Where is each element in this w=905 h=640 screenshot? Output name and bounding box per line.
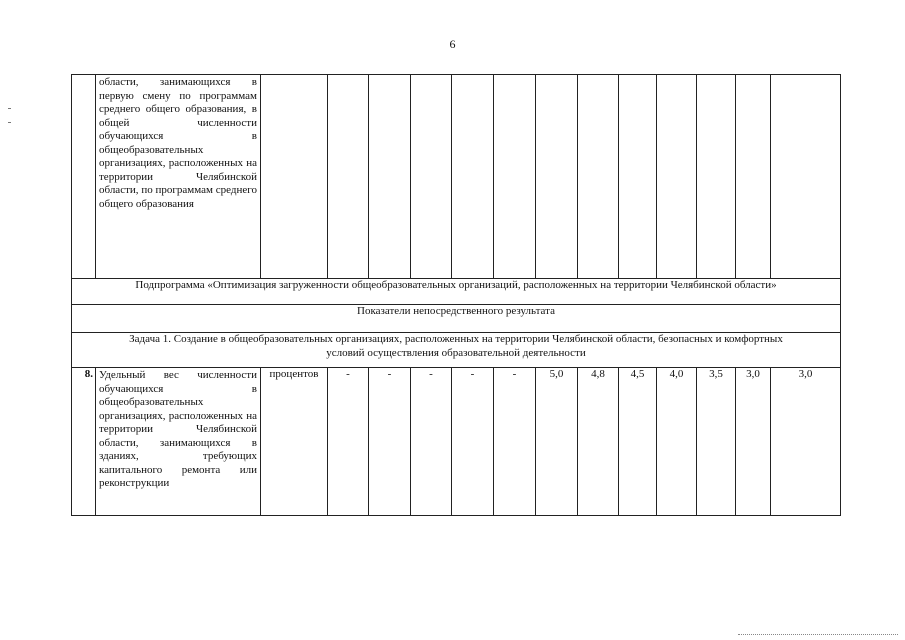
value-cell: 3,5 <box>697 368 736 516</box>
table-row <box>72 305 841 333</box>
value-cell <box>411 75 452 279</box>
value-cell <box>452 75 494 279</box>
table-row <box>72 279 841 305</box>
number-cell <box>72 75 96 279</box>
indicators-table <box>71 74 841 516</box>
value-cell: 4,8 <box>578 368 619 516</box>
value-cell <box>494 75 536 279</box>
row-number: 8. <box>72 368 96 516</box>
unit-cell <box>261 75 328 279</box>
value-cell <box>578 75 619 279</box>
page-number: 6 <box>449 37 456 51</box>
value-cell <box>657 75 697 279</box>
value-cell: 4,5 <box>619 368 657 516</box>
scan-mark <box>8 122 11 123</box>
scan-artifact <box>738 634 898 637</box>
value-cell: - <box>369 368 411 516</box>
indicator-description: Удельный вес численности обучающихся в общеобразовательных организациях, расположенных на территории Челябинской области, занимающихся в зданиях, требующих капитального ремонта или реконструкции <box>96 368 261 516</box>
value-cell: 3,0 <box>736 368 771 516</box>
value-cell: - <box>328 368 369 516</box>
value-cell <box>771 75 841 279</box>
value-cell: - <box>452 368 494 516</box>
value-cell <box>369 75 411 279</box>
value-cell: 4,0 <box>657 368 697 516</box>
scan-mark <box>8 108 11 109</box>
value-cell <box>536 75 578 279</box>
indicators-heading: Показатели непосредственного результата <box>72 305 841 333</box>
task-heading: Задача 1. Создание в общеобразовательных организациях, расположенных на территории Челябинской области, безопасных и комфортных условий осуществления образовательной деятельности <box>72 333 841 368</box>
value-cell: - <box>494 368 536 516</box>
value-cell: - <box>411 368 452 516</box>
value-cell: 5,0 <box>536 368 578 516</box>
value-cell <box>697 75 736 279</box>
table-row <box>72 368 841 516</box>
value-cell <box>736 75 771 279</box>
value-cell: 3,0 <box>771 368 841 516</box>
value-cell <box>328 75 369 279</box>
unit-cell: процентов <box>261 368 328 516</box>
value-cell <box>619 75 657 279</box>
table-row <box>72 333 841 368</box>
indicator-description: области, занимающихся в первую смену по программам среднего общего образования, в общей численности обучающихся в общеобразовательных организациях, расположенных на территории Челябинской области, по программам среднего общего образования <box>96 75 261 279</box>
subprogram-heading: Подпрограмма «Оптимизация загруженности общеобразовательных организаций, расположенных на территории Челябинской области» <box>72 279 841 305</box>
table-row <box>72 75 841 279</box>
